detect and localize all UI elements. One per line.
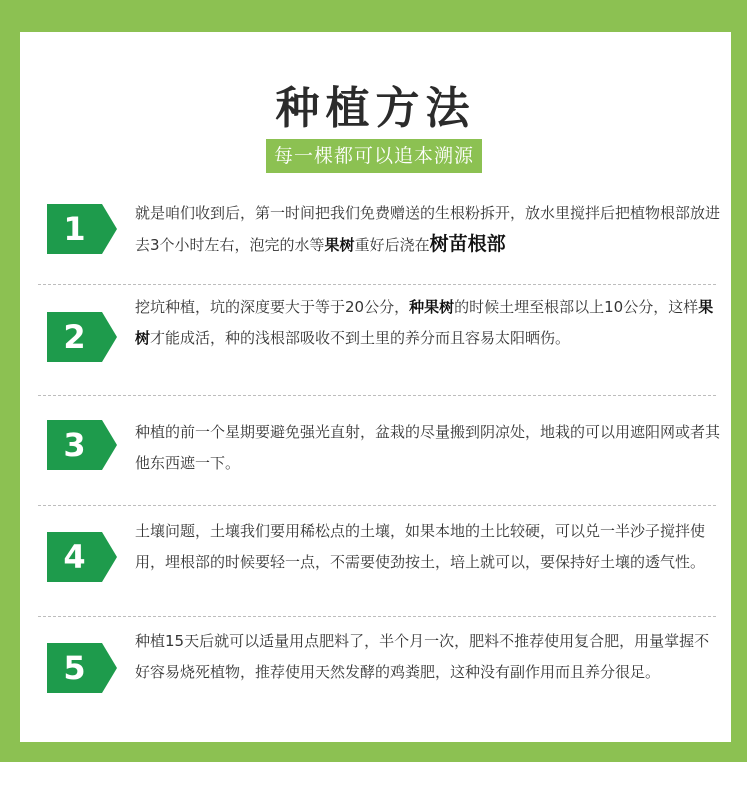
step-badge-3 — [47, 420, 117, 470]
step-badge-4 — [47, 532, 117, 582]
divider — [38, 505, 716, 506]
step-text-part: 就是咱们收到后，第一时间把我们免费赠送的生根粉拆开，放水里搅拌后把植物根部放进去3个小时左右，泡完的水等 — [135, 204, 721, 254]
step-badge-5 — [47, 643, 117, 693]
step-bold-text: 果树 — [324, 236, 355, 254]
step-badge-2 — [47, 312, 117, 362]
step-badge-1 — [47, 204, 117, 254]
step-text-part: 的时候土埋至根部以上10公分，这样 — [454, 298, 699, 316]
subtitle-banner: 每一棵都可以追本溯源 — [266, 139, 482, 173]
step-bold-text: 种果树 — [409, 298, 455, 316]
step-text: 土壤问题，土壤我们要用稀松点的土壤，如果本地的土比较硬，可以兑一半沙子搅拌使用，埋根部的时候要轻一点，不需要使劲按土，培上就可以，要保持好土壤的透气性。 — [135, 522, 706, 571]
step-text-part: 重好后浇在 — [354, 236, 430, 254]
step-text: 种植15天后就可以适量用点肥料了，半个月一次，肥料不推荐使用复合肥，用量掌握不好容易烧死植物，推荐使用天然发酵的鸡粪肥，这种没有副作用而且养分很足。 — [135, 632, 710, 681]
step-text — [135, 198, 720, 261]
step-number: 1 — [63, 210, 86, 248]
content-card — [20, 32, 731, 742]
step-text-part: 挖坑种植，坑的深度要大于等于20公分， — [135, 298, 410, 316]
step-bold-text: 果树 — [135, 298, 714, 347]
step-number: 4 — [63, 538, 86, 576]
step-number: 5 — [63, 649, 86, 687]
step-text-part: 才能成活，种的浅根部吸收不到土里的养分而且容易太阳晒伤。 — [150, 329, 571, 347]
step-number: 2 — [63, 318, 86, 356]
divider — [38, 284, 716, 285]
divider — [38, 395, 716, 396]
page-title: 种植方法 — [275, 83, 476, 134]
step-highlight-text: 树苗根部 — [429, 233, 506, 255]
divider — [38, 616, 716, 617]
step-text — [135, 292, 720, 354]
step-text: 种植的前一个星期要避免强光直射，盆栽的尽量搬到阴凉处，地栽的可以用遮阳网或者其他东西遮一下。 — [135, 423, 721, 472]
step-number: 3 — [63, 426, 86, 464]
